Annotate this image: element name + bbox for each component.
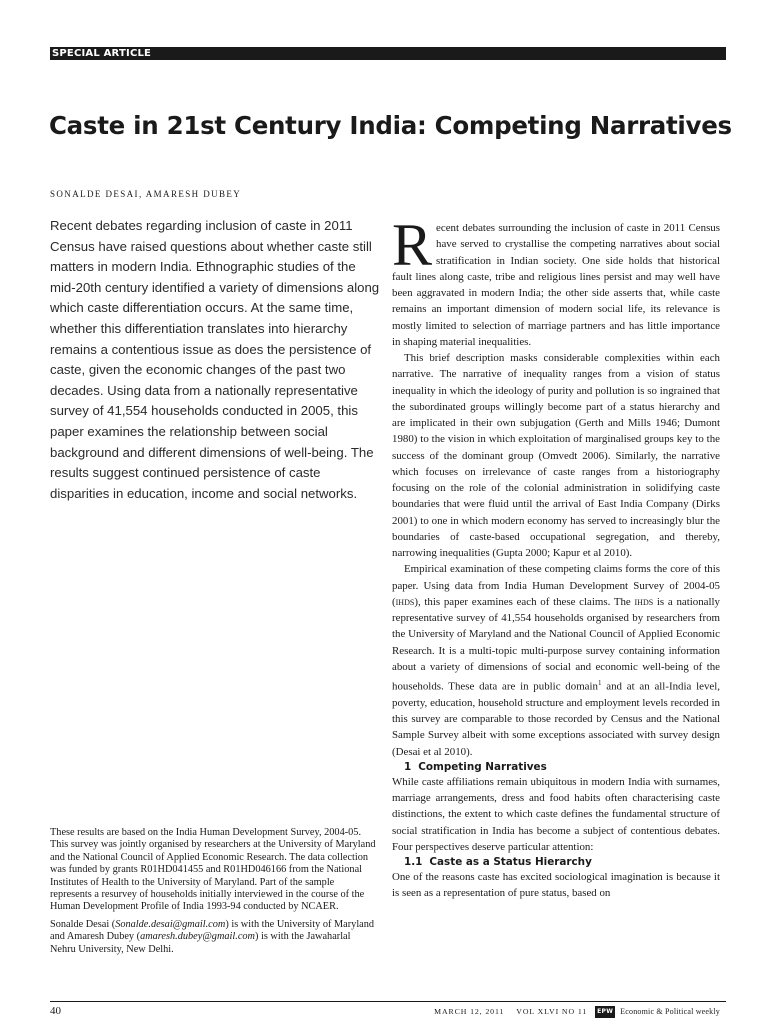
author-notes [50, 827, 376, 961]
affiliation-note: Sonalde Desai (Sonalde.desai@gmail.com) is with the University of Maryland and Amaresh Dubey (amaresh.dubey@gmail.com) is with the Jawaharlal Nehru University, New Delhi. [50, 918, 375, 955]
footer-rule [50, 1001, 726, 1002]
issue-date: MARCH 12, 2011 [434, 1007, 505, 1016]
article-body [392, 212, 720, 902]
section-heading-1: 1 Competing Narratives [404, 760, 547, 773]
body-paragraph-2: This brief description masks considerable complexities within each narrative. The narrative of inequality ranges from a vision of status inequality in which the ideology of purity and pollution is so ingrained that the subordinated groups willingly become part of a status hierarchy and are implicated in their own subjugation (Gerth and Mills 1946; Dumont 1980) to the vision in which exploitation of marginalised groups key to the success of the dominant group (Omvedt 2006). Similarly, the narrative which focuses on irrelevance of caste ranges from a historiography focusing on the role of the colonial administration in solidifying caste boundaries that were fluid until the arrival of East India Company (Dirks 2001) to one in which modern economy has served to increasingly blur the boundaries of caste-based occupational segregation, and thereby, narrowing inequalities (Gupta 2000; Kapur et al 2010). [392, 352, 720, 559]
body-paragraph-5: One of the reasons caste has excited sociological imagination is because it is seen as a representation of pure status, based on [392, 871, 720, 900]
abstract-text: Recent debates regarding inclusion of caste in 2011 Census have raised questions about whether caste still matters in modern India. Ethnographic studies of the mid-20th century identified a variety of dimensions along which caste differentiation occurs. At the same time, whether this differentiation translates into hierarchy remains a contentious issue as does the persistence of caste, given the economic changes of the past two decades. Using data from a nationally representative survey of 41,554 households conducted in 2005, this paper examines the relationship between social background and different dimensions of well-being. The results suggest continued persistence of caste disparities in education, income and social networks. [50, 218, 380, 501]
issue-volume: VOL XLVI NO 11 [516, 1007, 588, 1016]
abstract [50, 216, 382, 504]
body-paragraph-1: Recent debates surrounding the inclusion of caste in 2011 Census have served to crystallise the competing narratives about social stratification in Indian society. One side holds that historical fault lines along caste, tribe and religious lines persist and may well have been aggravated in modern India; the other side asserts that, while caste remains an important dimension of modern social life, its relevance is mostly limited to selection of marriage partners and has little importance in shaping material inequalities. [392, 212, 720, 348]
epw-logo: EPW [595, 1006, 615, 1018]
footnote-ref[interactable]: 1 [597, 679, 602, 687]
funding-note: These results are based on the India Human Development Survey, 2004-05. This survey was jointly organised by researchers at the University of Maryland and the National Council of Applied Economic Research. The data collection was funded by grants R01HD041455 and R01HD046166 from the National Institutes of Health to the University of Maryland. Part of the sample represents a resurvey of households initially interviewed in the course of the Human Development Profile of India 1993-94 conducted by NCAER. [50, 827, 376, 913]
email-link-dubey[interactable]: amaresh.dubey@gmail.com [140, 931, 255, 943]
drop-cap: R [392, 212, 433, 278]
footer-info [434, 1006, 720, 1018]
article-title: Caste in 21st Century India: Competing Narratives [49, 111, 732, 140]
authors: SONALDE DESAI, AMARESH DUBEY [50, 189, 242, 199]
email-link-desai[interactable]: Sonalde.desai@gmail.com [115, 918, 226, 930]
section-label: SPECIAL ARTICLE [52, 48, 152, 59]
section-bar [50, 47, 726, 60]
body-paragraph-3: Empirical examination of these competing claims forms the core of this paper. Using data from India Human Development Survey of 2004-05 (ihds), this paper examines each of these claims. The ihds is a nationally representative survey of 41,554 households organised by researchers from the University of Maryland and the National Council of Applied Economic Research. It is a multi-topic multi-purpose survey containing information about a variety of dimensions of social and economic well-being of the households. These data are in public domain$^1$ and at an all-India level, poverty, education, household structure and employment levels recorded in this survey are comparable to those recorded by Census and the National Sample Survey albeit with some exceptions associated with survey design (Desai et al 2010). [392, 563, 720, 758]
page-number: 40 [50, 1005, 61, 1017]
journal-name: Economic & Political weekly [620, 1007, 720, 1016]
section-heading-1-1: 1.1 Caste as a Status Hierarchy [404, 856, 592, 869]
body-paragraph-4: While caste affiliations remain ubiquitous in modern India with surnames, marriage arrangements, dress and food habits often characterising caste distinctions, the extent to which caste defines the fundamental structure of social stratification in India has become a subject of contentious debates. Four perspectives deserve particular attention: [392, 775, 720, 853]
